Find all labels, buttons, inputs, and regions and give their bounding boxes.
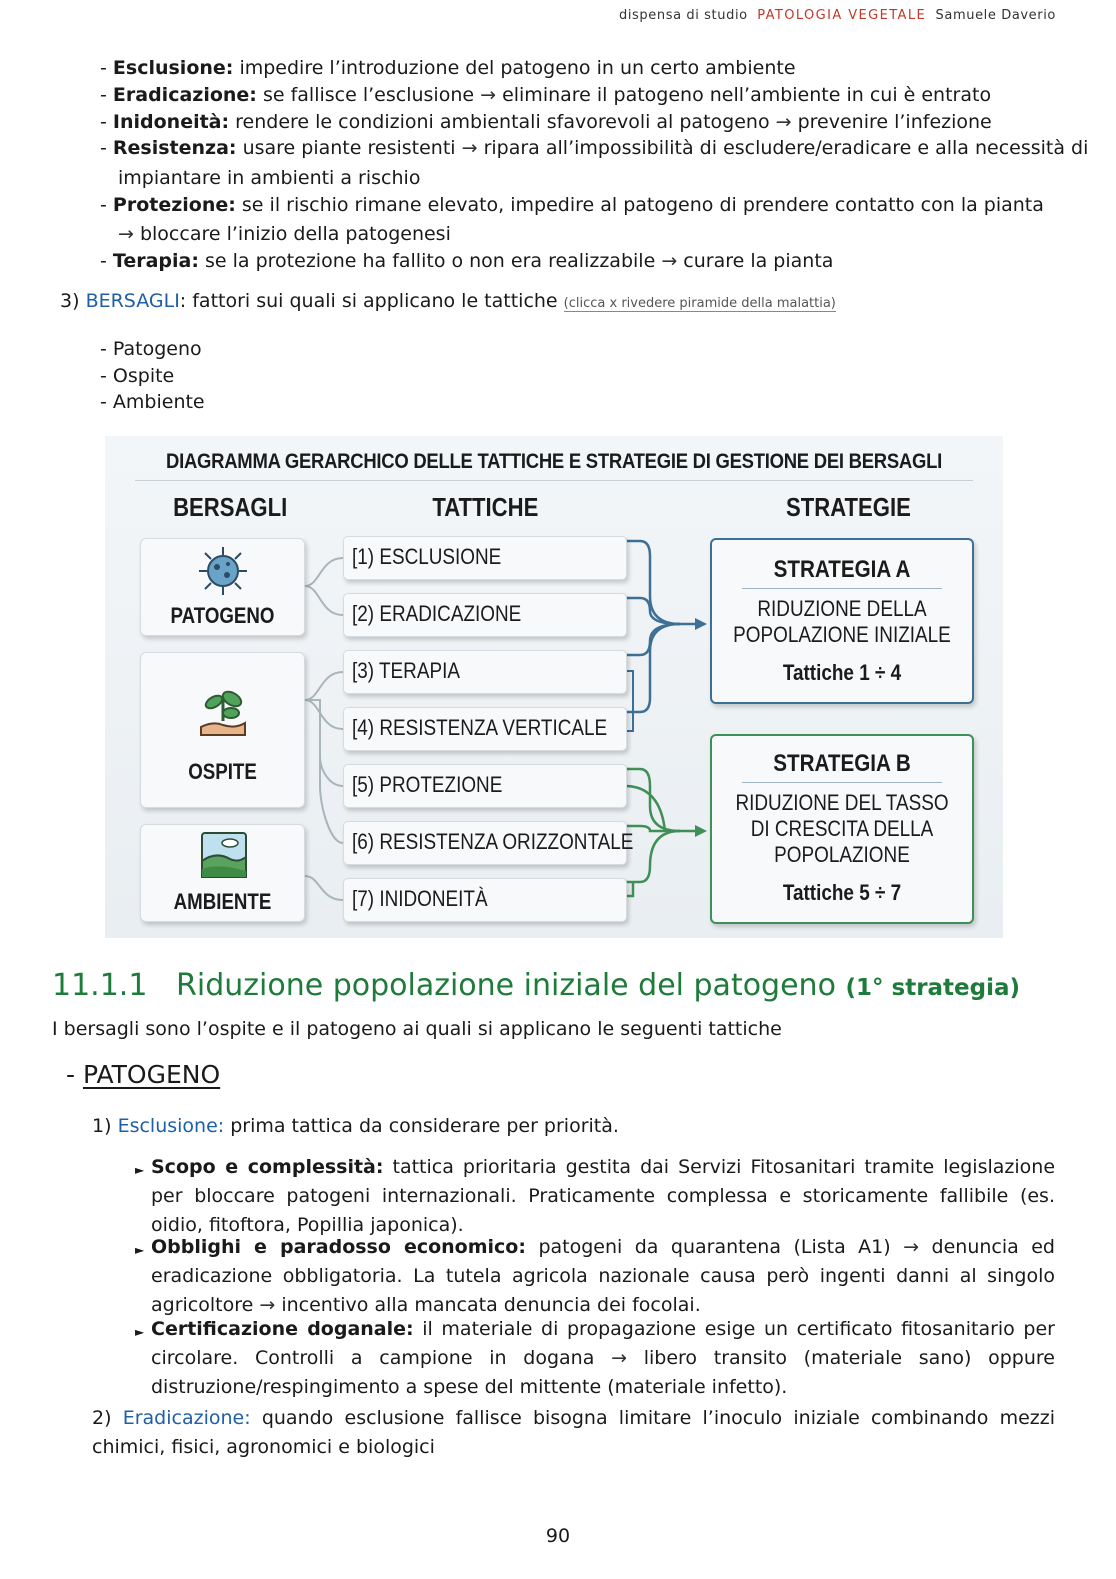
target-card-patogeno bbox=[140, 538, 305, 636]
page-number: 90 bbox=[545, 1525, 571, 1547]
target-label-patogeno: PATOGENO bbox=[170, 603, 275, 628]
arrow-icon: → bbox=[480, 84, 497, 106]
arrow-icon: → bbox=[259, 1294, 276, 1316]
bacterium-icon bbox=[197, 545, 249, 597]
tactic-card-2: [2) ERADICAZIONE bbox=[343, 593, 627, 637]
target-card-ambiente bbox=[140, 824, 305, 922]
list-item: - Ospite bbox=[100, 365, 175, 387]
bersagli-term: BERSAGLI bbox=[85, 290, 180, 312]
list-item-inidoneita: - Inidoneità: rendere le condizioni ambientali sfavorevoli al patogeno → prevenire l’infezione bbox=[100, 111, 992, 133]
list-item-protezione: - Protezione: se il rischio rimane elevato, impedire al patogeno di prendere contatto con la pianta bbox=[100, 194, 1044, 216]
list-item-eradicazione: - Eradicazione: se fallisce l’esclusione → eliminare il patogeno nell’ambiente in cui è entrato bbox=[100, 84, 992, 106]
header-author: Samuele Daverio bbox=[935, 8, 1056, 23]
tactic-card-6: [6) RESISTENZA ORIZZONTALE bbox=[343, 821, 627, 865]
list-item-protezione-cont: → bloccare l’inizio della patogenesi bbox=[118, 223, 451, 245]
bullet-icon: ► bbox=[135, 1163, 145, 1177]
strategy-a-title: STRATEGIA A bbox=[773, 556, 911, 583]
list-item: - Patogeno bbox=[100, 338, 202, 360]
target-card-ospite bbox=[140, 652, 305, 808]
landscape-icon bbox=[200, 831, 248, 879]
section-intro: I bersagli sono l’ospite e il patogeno ai quali si applicano le seguenti tattiche bbox=[52, 1018, 782, 1040]
arrow-head-b bbox=[695, 825, 707, 837]
bullet-certificazione: ► Certificazione doganale: il materiale di propagazione esige un certificato fitosanitario per circolare. Controlli a campione in dogana → libero transito (materiale sano) oppure distruzione/respingimento a spese del mittente (materiale infetto). bbox=[135, 1318, 1055, 1398]
arrow-icon: → bbox=[611, 1347, 627, 1369]
strategy-a-tactics: Tattiche 1 ÷ 4 bbox=[782, 660, 902, 685]
page-header bbox=[619, 8, 1056, 23]
bullet-scopo: ► Scopo e complessità: tattica prioritaria gestita dai Servizi Fitosanitari tramite legislazione per bloccare patogeni internazionali. Praticamente complessa e storicamente fallibile (es. oidio, fitoftora, Popillia japonica). bbox=[135, 1156, 1056, 1236]
arrow-head-a bbox=[695, 618, 707, 630]
arrow-icon: → bbox=[118, 223, 134, 245]
list-item: - Ambiente bbox=[100, 391, 205, 413]
diagram-title: DIAGRAMMA GERARCHICO DELLE TATTICHE E STRATEGIE DI GESTIONE DEI BERSAGLI bbox=[166, 450, 942, 473]
tactic-card-4: [4) RESISTENZA VERTICALE bbox=[343, 707, 627, 751]
list-item-resistenza: - Resistenza: usare piante resistenti → ripara all’impossibilità di escludere/eradicare e alla necessità di bbox=[100, 137, 1089, 159]
arrow-icon: → bbox=[661, 250, 678, 272]
bersagli-paragraph: 3) BERSAGLI: fattori sui quali si applicano le tattiche (clicca x rivedere piramide della malattia) bbox=[60, 290, 836, 312]
header-prefix: dispensa di studio bbox=[618, 8, 748, 23]
tactic-card-3: [3) TERAPIA bbox=[343, 650, 627, 694]
column-header-tattiche: TATTICHE bbox=[432, 492, 539, 522]
strategy-b-title: STRATEGIA B bbox=[773, 750, 911, 777]
plant-in-hand-icon bbox=[195, 685, 251, 741]
list-item-terapia: - Terapia: se la protezione ha fallito o non era realizzabile → curare la pianta bbox=[100, 250, 834, 272]
tactics-strategies-diagram bbox=[105, 436, 1003, 938]
arrow-icon: → bbox=[903, 1236, 920, 1258]
bullet-icon: ► bbox=[135, 1243, 145, 1257]
term: Esclusione: bbox=[112, 57, 234, 79]
section-title: Riduzione popolazione iniziale del patogeno bbox=[176, 968, 836, 1003]
target-label-ospite: OSPITE bbox=[188, 759, 257, 784]
tactic-card-1: [1) ESCLUSIONE bbox=[343, 536, 627, 580]
tactic-card-7: [7) INIDONEITÀ bbox=[343, 878, 627, 922]
section-heading bbox=[52, 968, 1020, 1003]
column-header-bersagli: BERSAGLI bbox=[173, 492, 288, 522]
arrow-icon: → bbox=[461, 137, 478, 159]
strategy-b-tactics: Tattiche 5 ÷ 7 bbox=[782, 880, 902, 905]
piramide-link[interactable]: (clicca x rivedere piramide della malattia) bbox=[563, 296, 836, 311]
arrow-icon: → bbox=[775, 111, 792, 133]
header-subject: PATOLOGIA VEGETALE bbox=[757, 8, 927, 23]
bullet-obblighi: ► Obblighi e paradosso economico: patogeni da quarantena (Lista A1) → denuncia ed eradicazione obbligatoria. La tutela agricola nazionale causa però ingenti danni al singolo agricoltore → incentivo alla mancata denuncia dei focolai. bbox=[135, 1236, 1055, 1316]
strategy-card-b: STRATEGIA B RIDUZIONE DEL TASSO DI CRESCITA DELLA POPOLAZIONE Tattiche 5 ÷ 7 bbox=[710, 734, 974, 924]
list-item-eradicazione-detail: 2) Eradicazione: quando esclusione fallisce bisogna limitare l’inoculo iniziale combinando mezzi chimici, fisici, agronomici e biologici bbox=[92, 1407, 1055, 1458]
section-suffix: (1° strategia) bbox=[845, 975, 1021, 1001]
column-header-strategie: STRATEGIE bbox=[786, 492, 911, 522]
list-item-resistenza-cont: impiantare in ambienti a rischio bbox=[118, 167, 421, 189]
target-label-ambiente: AMBIENTE bbox=[173, 889, 272, 914]
list-item-esclusione: - Esclusione: impedire l’introduzione del patogeno in un certo ambiente bbox=[100, 57, 796, 79]
patogeno-heading: - PATOGENO bbox=[66, 1060, 221, 1089]
section-number: 11.1.1 bbox=[52, 968, 148, 1003]
list-item-esclusione-detail: 1) Esclusione: prima tattica da considerare per priorità. bbox=[92, 1115, 619, 1137]
bullet-icon: ► bbox=[135, 1325, 145, 1339]
tactic-card-5: [5) PROTEZIONE bbox=[343, 764, 627, 808]
strategy-card-a: STRATEGIA A RIDUZIONE DELLA POPOLAZIONE INIZIALE Tattiche 1 ÷ 4 bbox=[710, 538, 974, 704]
